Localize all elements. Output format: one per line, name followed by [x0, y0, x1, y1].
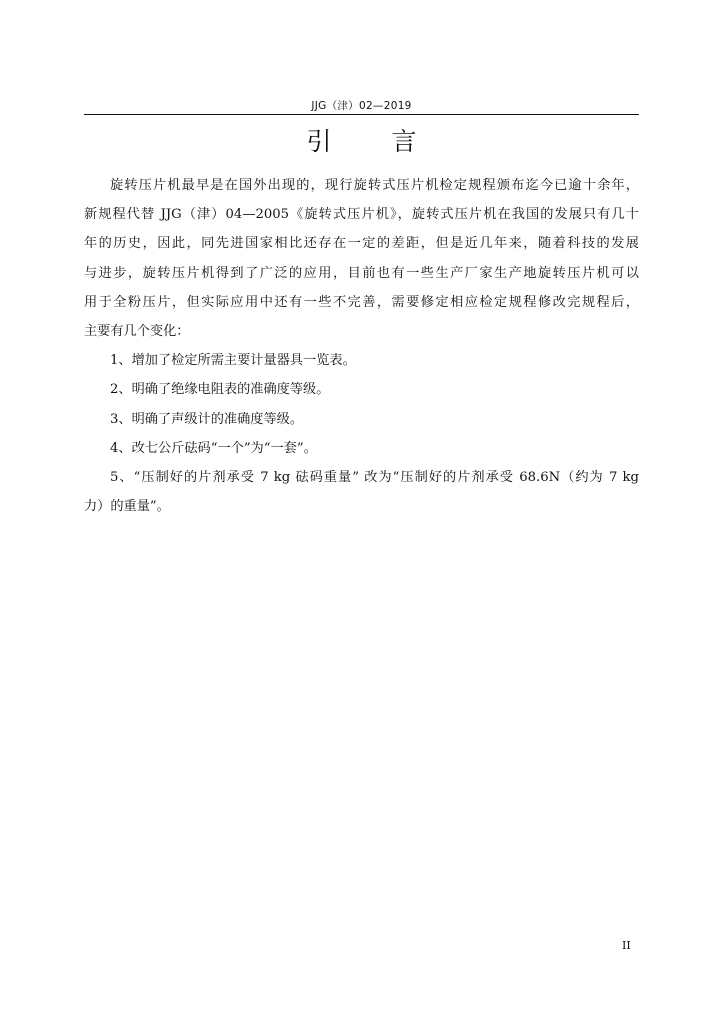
change-item-3: 3、明确了声级计的准确度等级。: [110, 411, 304, 427]
intro-paragraph: [84, 171, 639, 346]
intro-line: 新规程代替 JJG（津）04—2005《旋转式压片机》，旋转式压片机在我国的发展只有几十: [84, 207, 639, 223]
title-char-2: 言: [391, 127, 417, 156]
intro-line: 年的历史，因此，同先进国家相比还存在一定的差距，但是近几年来，随着科技的发展: [84, 236, 639, 252]
header-rule: [84, 114, 639, 115]
intro-line: 用于全粉压片，但实际应用中还有一些不完善，需要修定相应检定规程修改完规程后，: [84, 294, 639, 310]
page-title: [84, 122, 639, 158]
change-item-5-line: 力）的重量”。: [84, 499, 170, 515]
change-item-2: 2、明确了绝缘电阻表的准确度等级。: [110, 382, 330, 398]
change-item-1: 1、增加了检定所需主要计量器具一览表。: [110, 353, 356, 369]
document-header-code: JJG（津）02—2019: [311, 100, 412, 112]
intro-line: 旋转压片机最早是在国外出现的，现行旋转式压片机检定规程颁布迄今已逾十余年，: [110, 178, 639, 193]
intro-line: 主要有几个变化：: [84, 324, 190, 340]
intro-line: 与进步，旋转压片机得到了广泛的应用，目前也有一些生产厂家生产地旋转压片机可以: [84, 265, 639, 281]
change-item-4: 4、改七公斤砝码“一个”为“一套”。: [110, 440, 317, 456]
page-number: II: [622, 939, 631, 952]
document-body: [84, 171, 639, 521]
change-item-5-line: 5、“压制好的片剂承受 7 kg 砝码重量” 改为“压制好的片剂承受 68.6N（约为 7 kg: [110, 470, 639, 486]
title-char-1: 引: [306, 127, 332, 156]
change-list: [84, 346, 639, 521]
